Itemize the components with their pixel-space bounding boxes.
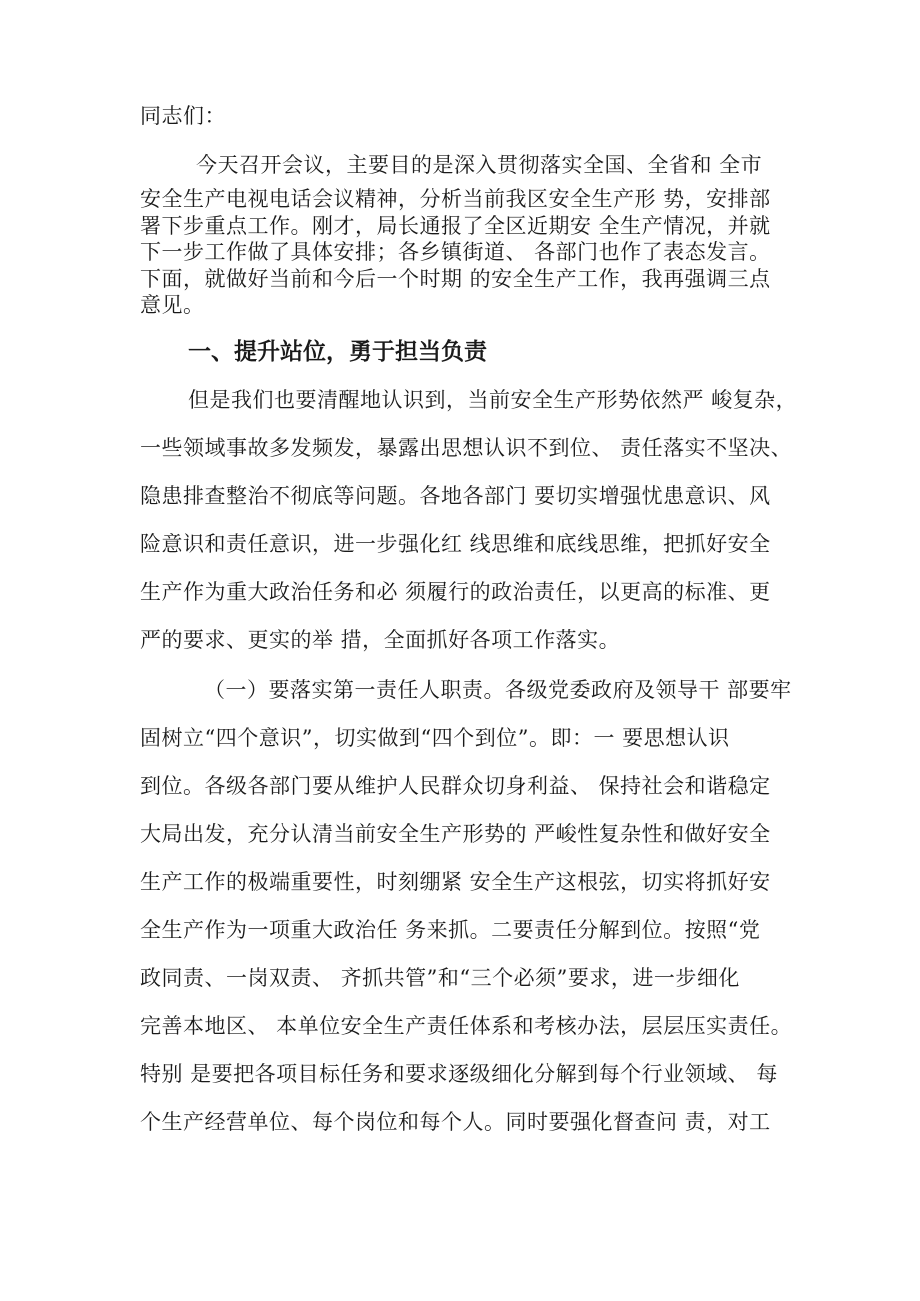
salutation: 同志们： (140, 104, 226, 128)
subsection-line: 特别 是要把各项目标任务和要求逐级细化分解到每个行业领域、 每 (140, 1062, 778, 1086)
intro-line: 安全生产电视电话会议精神，分析当前我区安全生产形 势，安排部 (140, 187, 771, 211)
subsection-line: 完善本地区、 本单位安全生产责任体系和考核办法，层层压实责任。 (140, 1014, 793, 1038)
section-line: 一些领域事故多发频发，暴露出思想认识不到位、 责任落实不坚决、 (140, 436, 793, 460)
intro-line: 意见。 (140, 293, 205, 317)
subsection-line: 大局出发，充分认清当前安全生产形势的 严峻性复杂性和做好安全 (140, 822, 771, 846)
section-line: 但是我们也要清醒地认识到，当前安全生产形势依然严 峻复杂， (188, 388, 798, 412)
section-line: 险意识和责任意识，进一步强化红 线思维和底线思维，把抓好安全 (140, 532, 771, 556)
subsection-line: （一）要落实第一责任人职责。各级党委政府及领导干 部要牢 (204, 678, 792, 702)
subsection-line: 个生产经营单位、每个岗位和每个人。同时要强化督查问 责，对工 (140, 1110, 771, 1134)
subsection-line: 生产工作的极端重要性，时刻绷紧 安全生产这根弦，切实将抓好安 (140, 870, 771, 894)
subsection-line: 全生产作为一项重大政治任 务来抓。二要责任分解到位。按照“党 (140, 918, 761, 942)
section-line: 严的要求、更实的举 措，全面抓好各项工作落实。 (140, 628, 621, 652)
intro-line: 今天召开会议，主要目的是深入贯彻落实全国、全省和 全市 (196, 153, 763, 177)
section-heading: 一、提升站位，勇于担当负责 (188, 339, 487, 365)
section-line: 隐患排查整治不彻底等问题。各地各部门 要切实增强忧患意识、风 (140, 484, 771, 508)
intro-line: 下面，就做好当前和今后一个时期 的安全生产工作，我再强调三点 (140, 267, 771, 291)
intro-line: 下一步工作做了具体安排；各乡镇街道、 各部门也作了表态发言。 (140, 240, 771, 264)
section-line: 生产作为重大政治任务和必 须履行的政治责任，以更高的标准、更 (140, 580, 771, 604)
intro-line: 署下步重点工作。刚才，局长通报了全区近期安 全生产情况，并就 (140, 214, 771, 238)
subsection-line: 到位。各级各部门要从维护人民群众切身利益、 保持社会和谐稳定 (140, 774, 771, 798)
subsection-line: 固树立“四个意识”，切实做到“四个到位”。即：一 要思想认识 (140, 726, 730, 750)
subsection-line: 政同责、一岗双责、 齐抓共管”和“三个必须”要求，进一步细化 (140, 966, 740, 990)
